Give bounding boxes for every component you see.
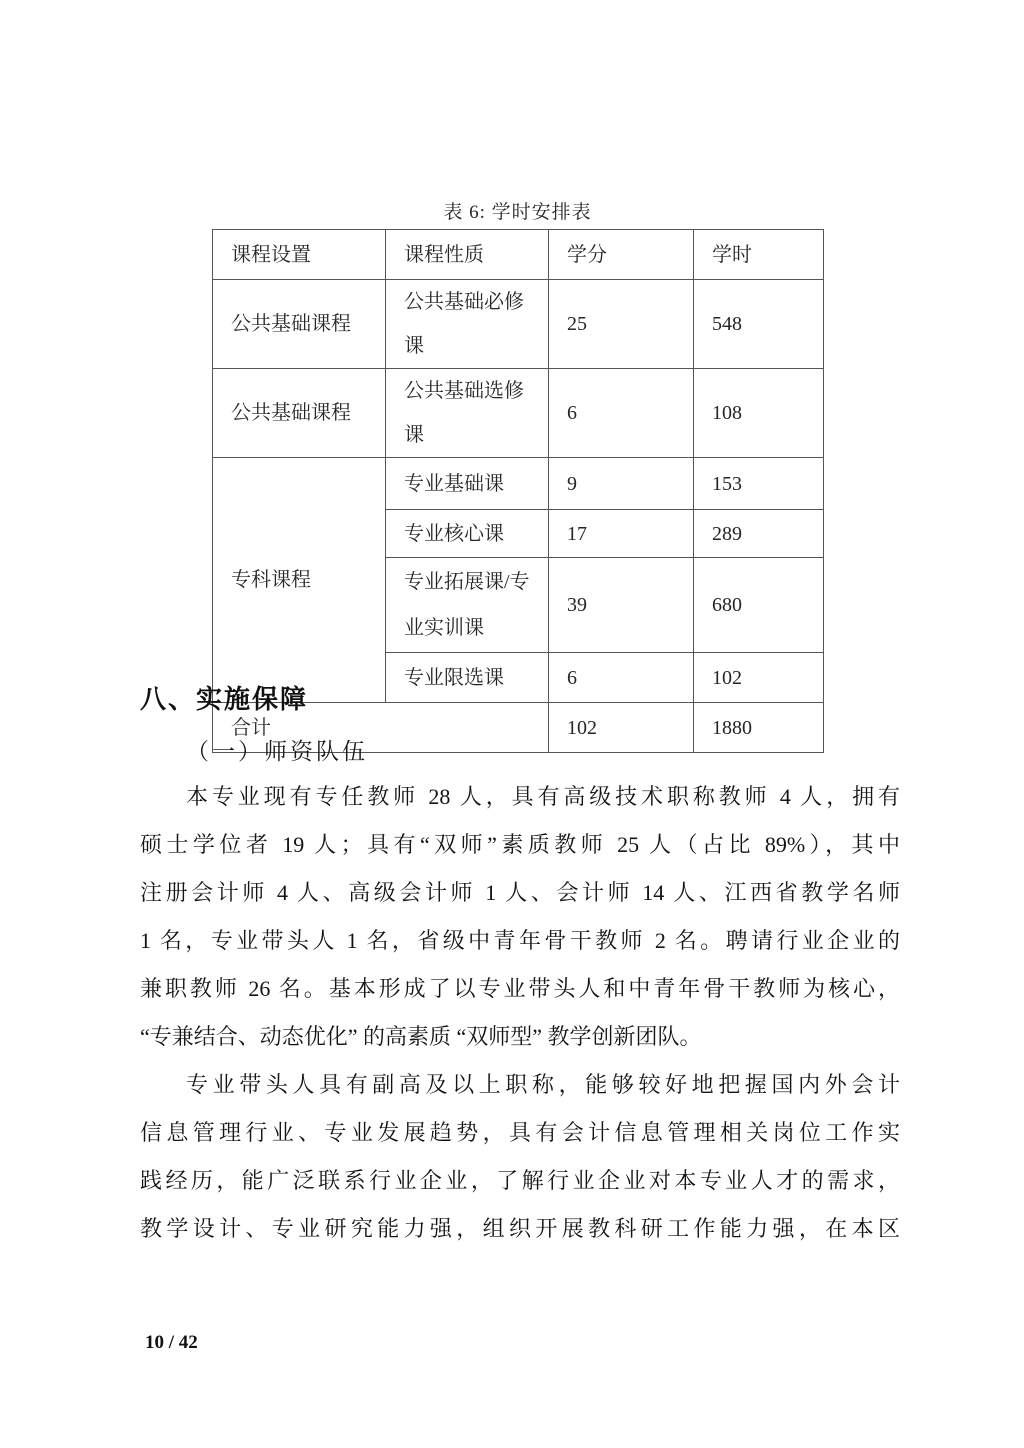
header-cell-credits: 学分 <box>549 230 694 280</box>
table-cell: 公共基础课程 <box>213 280 386 369</box>
text-line: “专兼结合、动态优化” 的高素质 “双师型” 教学创新团队。 <box>140 1024 702 1049</box>
text-line: 硕士学位者 19 人；具有“双师”素质教师 25 人（占比 89%），其中 <box>140 832 900 857</box>
header-cell-course-nature: 课程性质 <box>386 230 549 280</box>
table-cell: 公共基础必修课 <box>386 280 549 369</box>
section-heading: 八、实施保障 <box>140 684 309 714</box>
text-line: 信息管理行业、专业发展趋势，具有会计信息管理相关岗位工作实 <box>140 1120 900 1145</box>
text-line: 教学设计、专业研究能力强，组织开展教科研工作能力强，在本区 <box>140 1216 900 1241</box>
class-hours-table <box>212 229 824 753</box>
table-cell: 39 <box>549 558 694 653</box>
text-line: 兼职教师 26 名。基本形成了以专业带头人和中青年骨干教师为核心， <box>140 976 900 1001</box>
table-cell: 6 <box>549 653 694 703</box>
table-cell: 专业限选课 <box>386 653 549 703</box>
table-cell: 102 <box>549 703 694 753</box>
table-cell-merged-setup: 专科课程 <box>213 458 386 703</box>
table-cell: 153 <box>694 458 824 510</box>
text-line: 专业带头人具有副高及以上职称，能够较好地把握国内外会计 <box>186 1072 900 1097</box>
table-cell: 289 <box>694 510 824 558</box>
table-cell-total-label: 合计 <box>213 703 549 753</box>
table-cell: 102 <box>694 653 824 703</box>
body-text <box>140 773 900 1253</box>
table-cell: 548 <box>694 280 824 369</box>
table-cell: 专业拓展课/专业实训课 <box>386 558 549 653</box>
table-row <box>213 458 824 510</box>
header-cell-course-setup: 课程设置 <box>213 230 386 280</box>
table-cell: 9 <box>549 458 694 510</box>
text-line: 本专业现有专任教师 28 人，具有高级技术职称教师 4 人，拥有 <box>186 784 900 809</box>
table-cell: 专业核心课 <box>386 510 549 558</box>
subsection-heading: （一）师资队伍 <box>186 739 368 764</box>
page-number: 10 / 42 <box>145 1332 198 1353</box>
table-cell: 25 <box>549 280 694 369</box>
table-caption: 表 6: 学时安排表 <box>443 202 592 223</box>
table-cell: 公共基础选修课 <box>386 369 549 458</box>
text-line: 1 名，专业带头人 1 名，省级中青年骨干教师 2 名。聘请行业企业的 <box>140 928 900 953</box>
table-cell: 1880 <box>694 703 824 753</box>
table-cell: 680 <box>694 558 824 653</box>
table-cell: 6 <box>549 369 694 458</box>
table-cell: 108 <box>694 369 824 458</box>
header-cell-hours: 学时 <box>694 230 824 280</box>
text-line: 注册会计师 4 人、高级会计师 1 人、会计师 14 人、江西省教学名师 <box>140 880 900 905</box>
table-cell: 专业基础课 <box>386 458 549 510</box>
table-cell: 17 <box>549 510 694 558</box>
table-row <box>213 280 824 369</box>
text-line: 践经历，能广泛联系行业企业，了解行业企业对本专业人才的需求， <box>140 1168 900 1193</box>
table-header-row <box>213 230 824 280</box>
table-row <box>213 369 824 458</box>
table-cell: 公共基础课程 <box>213 369 386 458</box>
